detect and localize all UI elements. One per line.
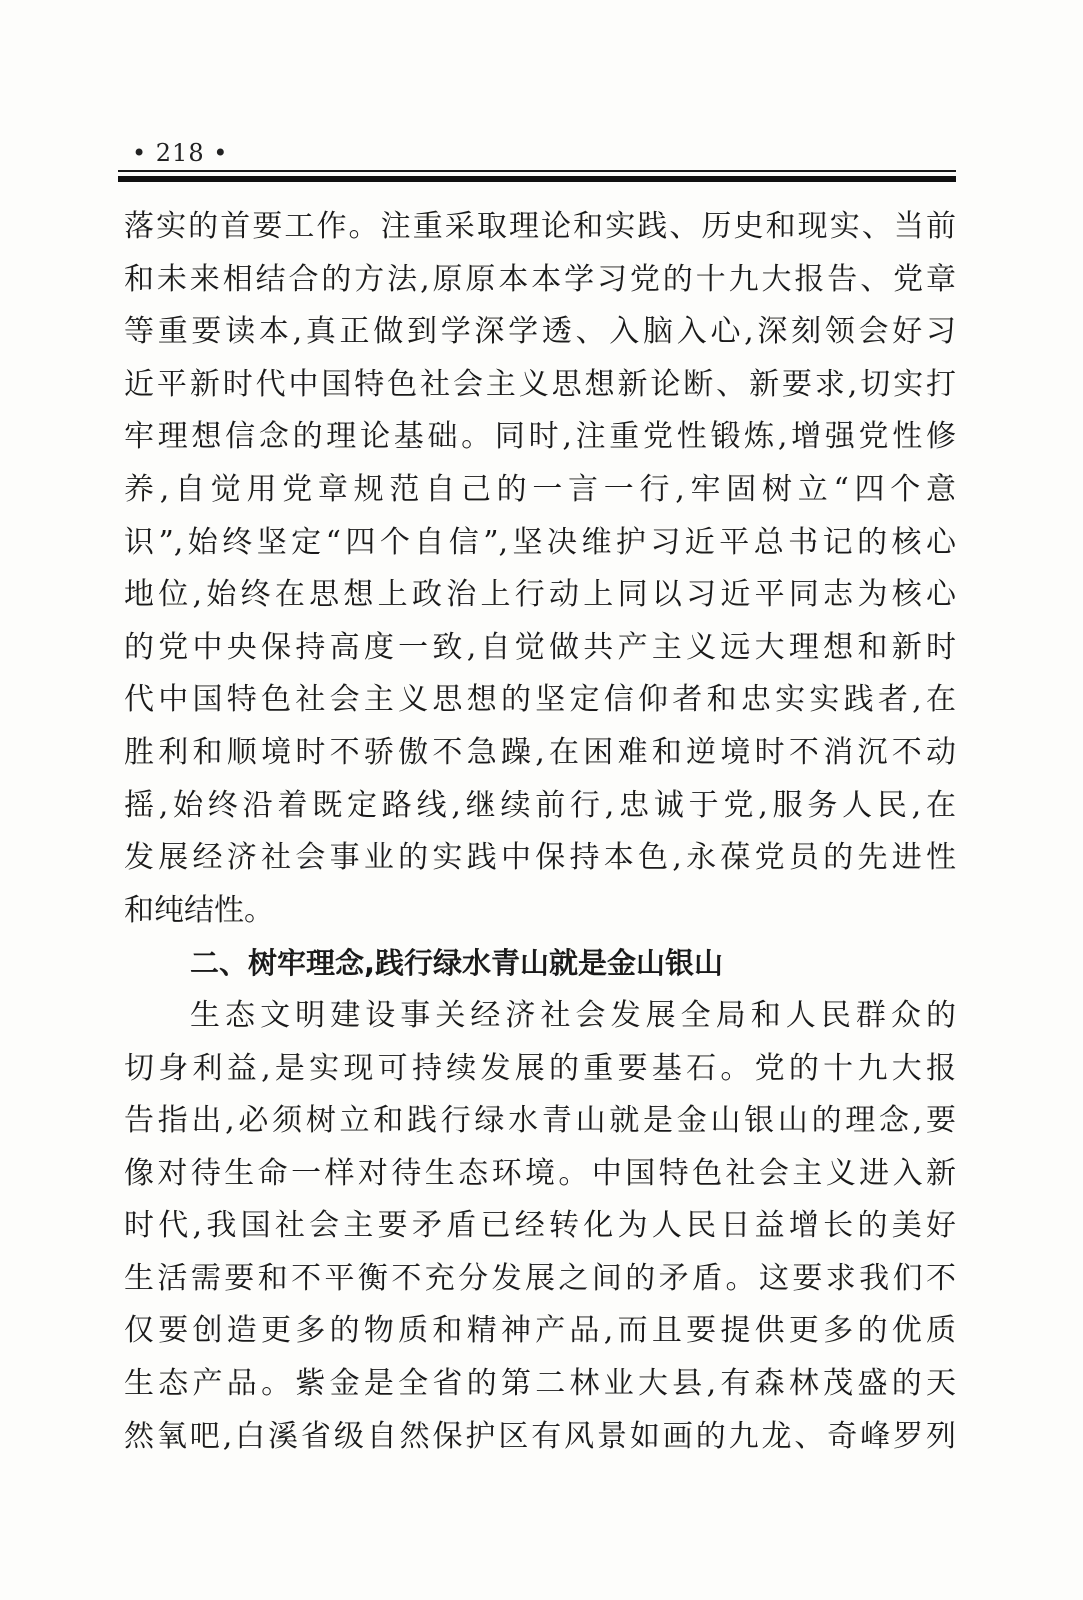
text-line: 地位,始终在思想上政治上行动上同以习近平同志为核心 [124,577,956,613]
text-line: 和纯结性。 [124,892,274,928]
text-line: 养,自觉用党章规范自己的一言一行,牢固树立“四个意 [124,471,956,507]
text-line: 像对待生命一样对待生态环境。中国特色社会主义进入新 [124,1155,956,1191]
text-line: 识”,始终坚定“四个自信”,坚决维护习近平总书记的核心 [124,524,956,560]
text-line: 生态文明建设事关经济社会发展全局和人民群众的 [190,997,956,1033]
text-line: 摇,始终沿着既定路线,继续前行,忠诚于党,服务人民,在 [124,787,956,823]
header-rule-thick [118,176,956,182]
text-line: 然氧吧,白溪省级自然保护区有风景如画的九龙、奇峰罗列 [124,1418,956,1454]
text-line: 等重要读本,真正做到学深学透、入脑入心,深刻领会好习 [124,314,956,350]
body-text [124,201,956,1463]
text-line: 生活需要和不平衡不充分发展之间的矛盾。这要求我们不 [124,1260,956,1296]
text-line: 发展经济社会事业的实践中保持本色,永葆党员的先进性 [124,840,956,876]
text-line: 仅要创造更多的物质和精神产品,而且要提供更多的优质 [124,1313,956,1349]
section-heading: 二、树牢理念,践行绿水青山就是金山银山 [190,946,724,981]
text-line: 胜利和顺境时不骄傲不急躁,在困难和逆境时不消沉不动 [124,734,956,770]
page-number: • 218 • [132,139,229,167]
text-line: 时代,我国社会主要矛盾已经转化为人民日益增长的美好 [124,1208,956,1244]
text-line: 落实的首要工作。注重采取理论和实践、历史和现实、当前 [124,209,956,244]
text-line: 生态产品。紫金是全省的第二林业大县,有森林茂盛的天 [124,1366,956,1402]
text-line: 代中国特色社会主义思想的坚定信仰者和忠实实践者,在 [124,682,956,718]
text-line: 的党中央保持高度一致,自觉做共产主义远大理想和新时 [124,629,956,665]
text-line: 近平新时代中国特色社会主义思想新论断、新要求,切实打 [124,366,956,402]
header-rule-thin [118,170,956,172]
text-line: 切身利益,是实现可持续发展的重要基石。党的十九大报 [124,1050,956,1086]
page-header [118,138,958,178]
text-line: 告指出,必须树立和践行绿水青山就是金山银山的理念,要 [124,1103,956,1139]
text-line: 和未来相结合的方法,原原本本学习党的十九大报告、党章 [124,261,956,297]
text-line: 牢理想信念的理论基础。同时,注重党性锻炼,增强党性修 [124,419,956,455]
